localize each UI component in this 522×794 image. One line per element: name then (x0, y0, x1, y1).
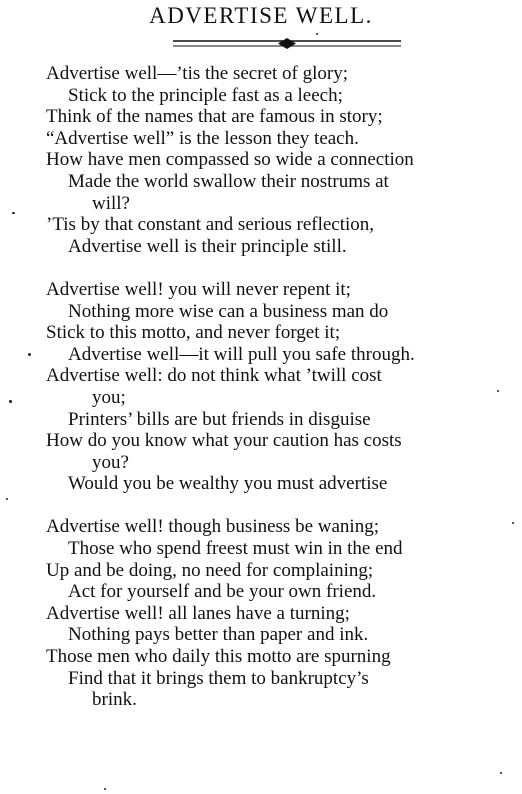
poem-line: Advertise well—’tis the secret of glory; (46, 63, 348, 84)
poem-line: you? (92, 451, 129, 473)
poem-title: ADVERTISE WELL. (149, 3, 373, 28)
ink-speck (6, 498, 8, 500)
poem-line: Those men who daily this motto are spurning (46, 646, 391, 668)
poem-line: brink. (92, 689, 137, 711)
title-divider-ornament (171, 37, 403, 53)
poem-line: Up and be doing, no need for complaining; (46, 559, 374, 581)
ink-speck (512, 522, 514, 524)
poem-line: Advertise well is their principle still. (68, 235, 347, 257)
stanza-gap (0, 257, 522, 279)
poem-line: Advertise well! though business be waning; (46, 516, 379, 538)
ink-speck (9, 400, 12, 403)
poem-line: How do you know what your caution has costs (46, 430, 402, 452)
poem-line: Think of the names that are famous in story; (46, 106, 383, 128)
poem-line: Advertise well! you will never repent it; (46, 278, 351, 300)
poem-line: ’Tis by that constant and serious reflection, (46, 214, 375, 236)
poem-line: Nothing more wise can a business man do (68, 300, 389, 322)
ink-speck (500, 772, 502, 774)
ink-speck (104, 788, 106, 790)
poem-line: Those who spend freest must win in the end (68, 538, 403, 560)
stanza-gap (0, 495, 522, 517)
ink-speck (497, 390, 499, 392)
poem-line: “Advertise well” is the lesson they teach. (46, 127, 359, 149)
poem-line: Would you be wealthy you must advertise (68, 473, 388, 495)
poem-line: will? (92, 192, 130, 214)
ink-speck (28, 353, 31, 356)
poem-line: Printers’ bills are but friends in disguise (68, 408, 371, 430)
poem-line: How have men compassed so wide a connection (46, 149, 414, 171)
poem-line: Advertise well: do not think what ’twill cost (46, 365, 382, 387)
poem-line: Find that it brings them to bankruptcy’s (68, 667, 369, 689)
poem-line: Advertise well! all lanes have a turning; (46, 602, 350, 624)
stanza-1 (0, 63, 522, 257)
poem-line: you; (92, 386, 126, 408)
poem-line: Stick to the principle fast as a leech; (68, 84, 343, 106)
poem-line: Made the world swallow their nostrums at (68, 170, 389, 192)
poem-body (0, 63, 522, 711)
poem-line: Stick to this motto, and never forget it; (46, 322, 341, 344)
poem-line: Act for yourself and be your own friend. (68, 581, 377, 603)
ink-speck (12, 212, 15, 214)
ink-speck (316, 33, 318, 35)
stanza-2 (0, 279, 522, 495)
poem-line: Nothing pays better than paper and ink. (68, 624, 369, 646)
poem-line: Advertise well—it will pull you safe through. (68, 343, 415, 365)
stanza-3 (0, 516, 522, 710)
